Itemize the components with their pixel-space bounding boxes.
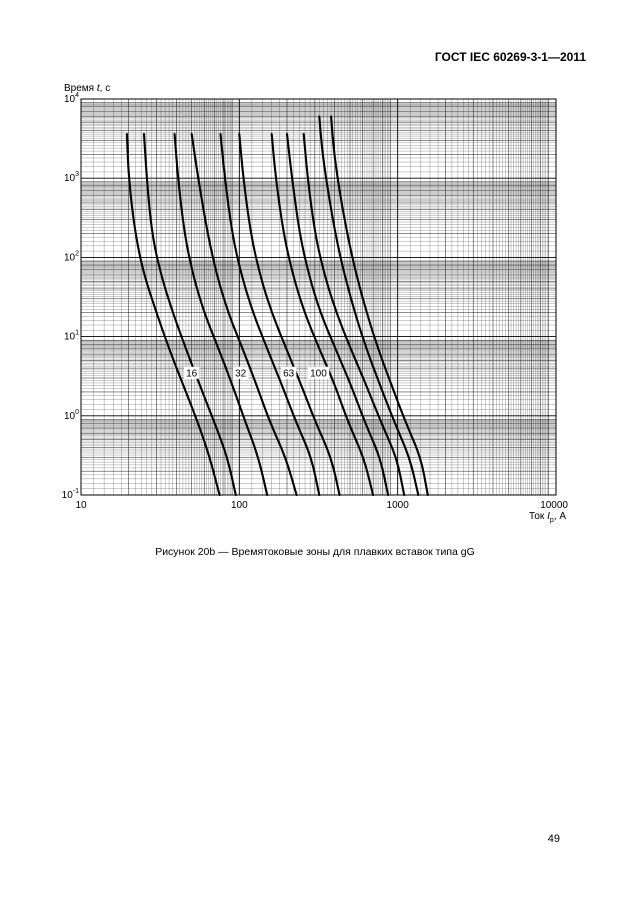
y-tick-label: $10^{-1}$ <box>61 488 79 501</box>
zone-curve-5 <box>221 134 320 495</box>
curve-label-layer <box>184 367 329 380</box>
y-tick-label: $10^4$ <box>63 92 79 105</box>
page-number: 49 <box>547 833 560 845</box>
y-axis-label: Время t, с <box>64 83 111 94</box>
x-tick-label: 10 <box>75 500 87 511</box>
y-tick-label: $10^1$ <box>63 329 79 343</box>
y-tick-label: $10^3$ <box>63 171 79 185</box>
zone-curve-9 <box>304 134 405 495</box>
curve-label-16: 16 <box>186 368 198 380</box>
curve-label-32: 32 <box>235 368 247 380</box>
x-tick-label: 1000 <box>386 500 409 511</box>
x-tick-label: 100 <box>230 500 248 511</box>
y-tick-label: $10^2$ <box>63 250 79 264</box>
document-standard-header: ГОСТ IEC 60269-3-1—2011 <box>434 50 586 64</box>
y-tick-label: $10^0$ <box>63 408 79 422</box>
curve-label-63: 63 <box>283 368 295 380</box>
figure-caption: Рисунок 20b — Времятоковые зоны для плавких вставок типа gG <box>155 546 475 558</box>
x-tick-label: 10000 <box>540 500 568 511</box>
x-axis-label: Ток $I_p$, А <box>529 511 566 524</box>
curve-label-100: 100 <box>310 368 327 380</box>
